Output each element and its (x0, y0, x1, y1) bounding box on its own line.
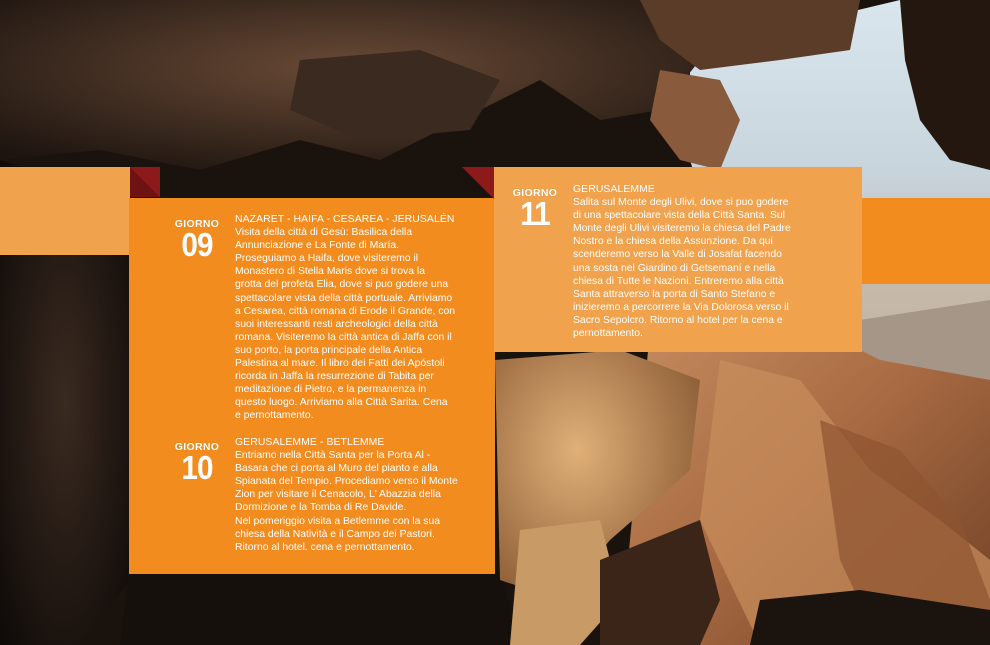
day-description: Entriamo nella Città Santa per la Porta Al - Basara che ci porta al Muro del pianto e alla Spianata del Tempio. Procediamo verso il Monte Zion per visitare il Cenacolo, L' Abazzia della Dormizione e la Tomba di Re Davide. Nel pomeriggio visita a Betlemme con la sua chiesa della Natività e il Campo dei Pastori. Ritorno al hotel. cena e pernottamento. (235, 450, 458, 553)
day-entry-10 (235, 436, 485, 554)
day-title: NAZARET - HAIFA - CESAREA - JERUSALÉN (235, 214, 455, 225)
day-number: 11 (520, 195, 550, 232)
day-number: 09 (181, 226, 213, 263)
day-label: GIORNO (174, 441, 220, 453)
day-label: GIORNO (174, 218, 220, 230)
day-badge-09 (172, 218, 222, 263)
day-number: 10 (181, 449, 213, 486)
day-title: GERUSALEMME (573, 184, 655, 195)
day-entry-09 (235, 213, 485, 423)
day-badge-11 (510, 187, 560, 232)
day-label: GIORNO (512, 187, 558, 199)
day-description: Visita della città di Gesù: Basilica della Annunciazione e La Fonte di María. Proseguiamo a Haifa, dove visiteremo il Monastero di Stella Maris dove si trova la grotta del profeta Elia, dove si puo godere una spettacolare vista della città portuale. Arriviamo a Cesarea, città romana di Erode il Grande, con suoi interessanti resti archeologici della città romana. Visiteremo la città antica di Jaffa con il suo porto, la porta principale della Antica Palestina al mare. Il libro dei Fatti dei Apóstoli ricorda in Jaffa la resurrezione di Tabita per meditazione di Pietro, e la permanenza in questo luogo. Arriviamo alla Città Sarita. Cena e pernottamento. (235, 227, 456, 422)
day-entry-11 (573, 183, 833, 340)
day-badge-10 (172, 441, 222, 486)
day-title: GERUSALEMME - BETLEMME (235, 437, 385, 448)
day-description: Salita sul Monte degli Ulivi, dove si puo godere di una spettacolare vista della Città Santa. Sul Monte degli Ulivi visiteremo la chiesa del Padre Nostro e la chiesa della Assunzione. Da qui scenderemo verso la Valle di Josafat facendo una sosta nel Giardino di Getsemaní e nella chiesa di Tutte le Nazioni. Entreremo alla città Santa attraverso la porta di Santo Stefano e inizieremo a percorrere la Via Dolorosa verso il Sacro Sepolcro. Ritorno al hotel per la cena e pernottamento. (573, 197, 791, 340)
